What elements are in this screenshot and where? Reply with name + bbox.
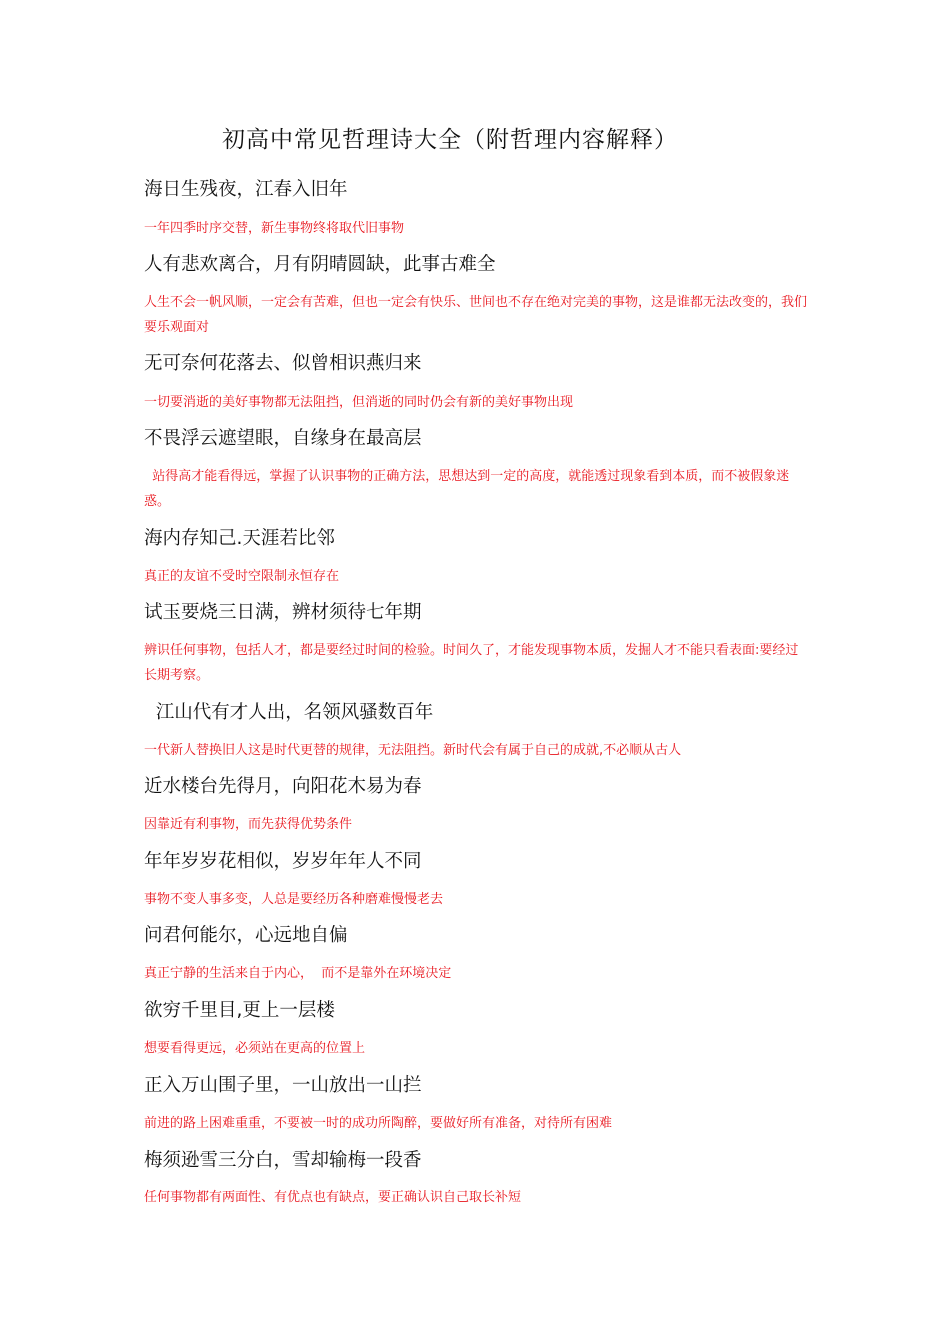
poem-line: 近水楼台先得月，向阳花木易为春 [144,776,422,797]
poem-explanation: 站得高才能看得远，掌握了认识事物的正确方法，思想达到一定的高度，就能透过现象看到本质，而不被假象迷惑。 [144,469,790,509]
poem-explanation: 真正宁静的生活来自于内心， 而不是靠外在环境决定 [144,966,452,981]
poem-line: 海日生残夜，江春入旧年 [144,179,348,200]
poem-line: 问君何能尔，心远地自偏 [144,925,348,946]
poem-line: 梅须逊雪三分白，雪却输梅一段香 [144,1150,422,1171]
poem-explanation: 人生不会一帆风顺，一定会有苦难，但也一定会有快乐、世间也不存在绝对完美的事物，这是谁都无法改变的，我们要乐观面对 [144,295,808,335]
poem-explanation: 辨识任何事物，包括人才，都是要经过时间的检验。时间久了，才能发现事物本质，发掘人才不能只看表面:要经过长期考察。 [144,643,799,683]
poem-explanation: 一代新人替换旧人这是时代更替的规律，无法阻挡。新时代会有属于自己的成就,不必顺从古人 [144,743,682,758]
poem-line: 年年岁岁花相似，岁岁年年人不同 [144,851,422,872]
poem-line: 正入万山围子里，一山放出一山拦 [144,1075,422,1096]
poem-line: 欲穷千里目,更上一层楼 [144,1000,335,1021]
poem-explanation: 一切要消逝的美好事物都无法阻挡，但消逝的同时仍会有新的美好事物出现 [144,395,574,410]
poem-line: 不畏浮云遮望眼，自缘身在最高层 [144,428,422,449]
poem-explanation: 事物不变人事多变，人总是要经历各种磨难慢慢老去 [144,892,444,907]
poem-explanation: 真正的友谊不受时空限制永恒存在 [144,569,340,584]
poem-explanation: 任何事物都有两面性、有优点也有缺点，要正确认识自己取长补短 [144,1190,522,1205]
poem-line: 人有悲欢离合，月有阴晴圆缺，此事古难全 [144,254,496,275]
poem-explanation: 一年四季时序交替，新生事物终将取代旧事物 [144,221,405,236]
poem-explanation: 前进的路上困难重重，不要被一时的成功所陶醉，要做好所有准备，对待所有困难 [144,1116,613,1131]
poem-line: 江山代有才人出，名领风骚数百年 [144,702,434,723]
poem-explanation: 想要看得更远，必须站在更高的位置上 [144,1041,366,1056]
poem-line: 试玉要烧三日满，辨材须待七年期 [144,602,422,623]
poem-line: 海内存知己.天涯若比邻 [144,528,335,549]
poem-explanation: 因靠近有利事物，而先获得优势条件 [144,817,353,832]
document-title: 初高中常见哲理诗大全（附哲理内容解释） [222,127,678,153]
poem-line: 无可奈何花落去、似曾相识燕归来 [144,353,422,374]
